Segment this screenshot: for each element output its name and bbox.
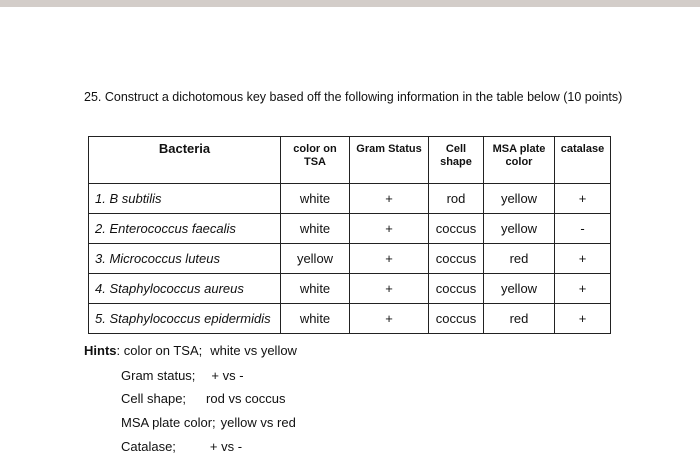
cell-catalase: - — [555, 214, 611, 244]
cell-msa-plate-color: yellow — [484, 184, 555, 214]
hint-name: Cell shape; — [121, 391, 187, 406]
cell-cell-shape: coccus — [429, 244, 484, 274]
table-header-row — [89, 137, 611, 184]
cell-catalase: + — [555, 244, 611, 274]
cell-cell-shape: coccus — [429, 274, 484, 304]
hint-name: Gram status; — [121, 368, 196, 383]
header-color-on-tsa: color on TSA — [281, 137, 350, 184]
table-row — [89, 274, 611, 304]
header-catalase: catalase — [555, 137, 611, 184]
cell-gram-status: + — [350, 274, 429, 304]
cell-color-on-tsa: white — [281, 274, 350, 304]
hint-line-msa-plate-color — [121, 415, 296, 430]
header-msa-plate-color: MSA plate color — [484, 137, 555, 184]
hint-name: Catalase; — [121, 439, 176, 454]
hint-value: + vs - — [209, 439, 243, 454]
cell-color-on-tsa: white — [281, 304, 350, 334]
cell-gram-status: + — [350, 214, 429, 244]
cell-color-on-tsa: yellow — [281, 244, 350, 274]
hint-value: yellow vs red — [220, 415, 296, 430]
cell-bacteria: 3. Micrococcus luteus — [89, 244, 281, 274]
top-bar — [0, 0, 700, 7]
header-gram-status: Gram Status — [350, 137, 429, 184]
cell-msa-plate-color: red — [484, 304, 555, 334]
header-bacteria: Bacteria — [89, 137, 281, 184]
cell-bacteria: 2. Enterococcus faecalis — [89, 214, 281, 244]
table-row — [89, 184, 611, 214]
cell-color-on-tsa: white — [281, 184, 350, 214]
hint-value: white vs yellow — [210, 343, 297, 358]
header-cell-shape: Cell shape — [429, 137, 484, 184]
cell-color-on-tsa: white — [281, 214, 350, 244]
cell-msa-plate-color: yellow — [484, 214, 555, 244]
bacteria-table — [88, 136, 611, 334]
cell-gram-status: + — [350, 304, 429, 334]
question-text: 25. Construct a dichotomous key based off the following information in the table below (10 points) — [84, 90, 623, 104]
hint-name: MSA plate color; — [121, 415, 216, 430]
cell-catalase: + — [555, 304, 611, 334]
cell-cell-shape: rod — [429, 184, 484, 214]
hint-line-gram-status — [121, 368, 244, 383]
hint-line-color-on-tsa — [84, 343, 297, 358]
table-row — [89, 244, 611, 274]
hints-label: Hints — [84, 343, 117, 358]
cell-gram-status: + — [350, 184, 429, 214]
cell-bacteria: 5. Staphylococcus epidermidis — [89, 304, 281, 334]
cell-bacteria: 1. B subtilis — [89, 184, 281, 214]
hint-line-catalase — [121, 439, 242, 454]
cell-catalase: + — [555, 274, 611, 304]
hint-value: + vs - — [211, 368, 244, 383]
cell-gram-status: + — [350, 244, 429, 274]
hint-value: rod vs coccus — [206, 391, 286, 406]
hint-name: : color on TSA; — [116, 343, 203, 358]
cell-msa-plate-color: yellow — [484, 274, 555, 304]
table-row — [89, 304, 611, 334]
cell-cell-shape: coccus — [429, 214, 484, 244]
cell-msa-plate-color: red — [484, 244, 555, 274]
cell-bacteria: 4. Staphylococcus aureus — [89, 274, 281, 304]
cell-cell-shape: coccus — [429, 304, 484, 334]
cell-catalase: + — [555, 184, 611, 214]
table-row — [89, 214, 611, 244]
hint-line-cell-shape — [121, 391, 286, 406]
